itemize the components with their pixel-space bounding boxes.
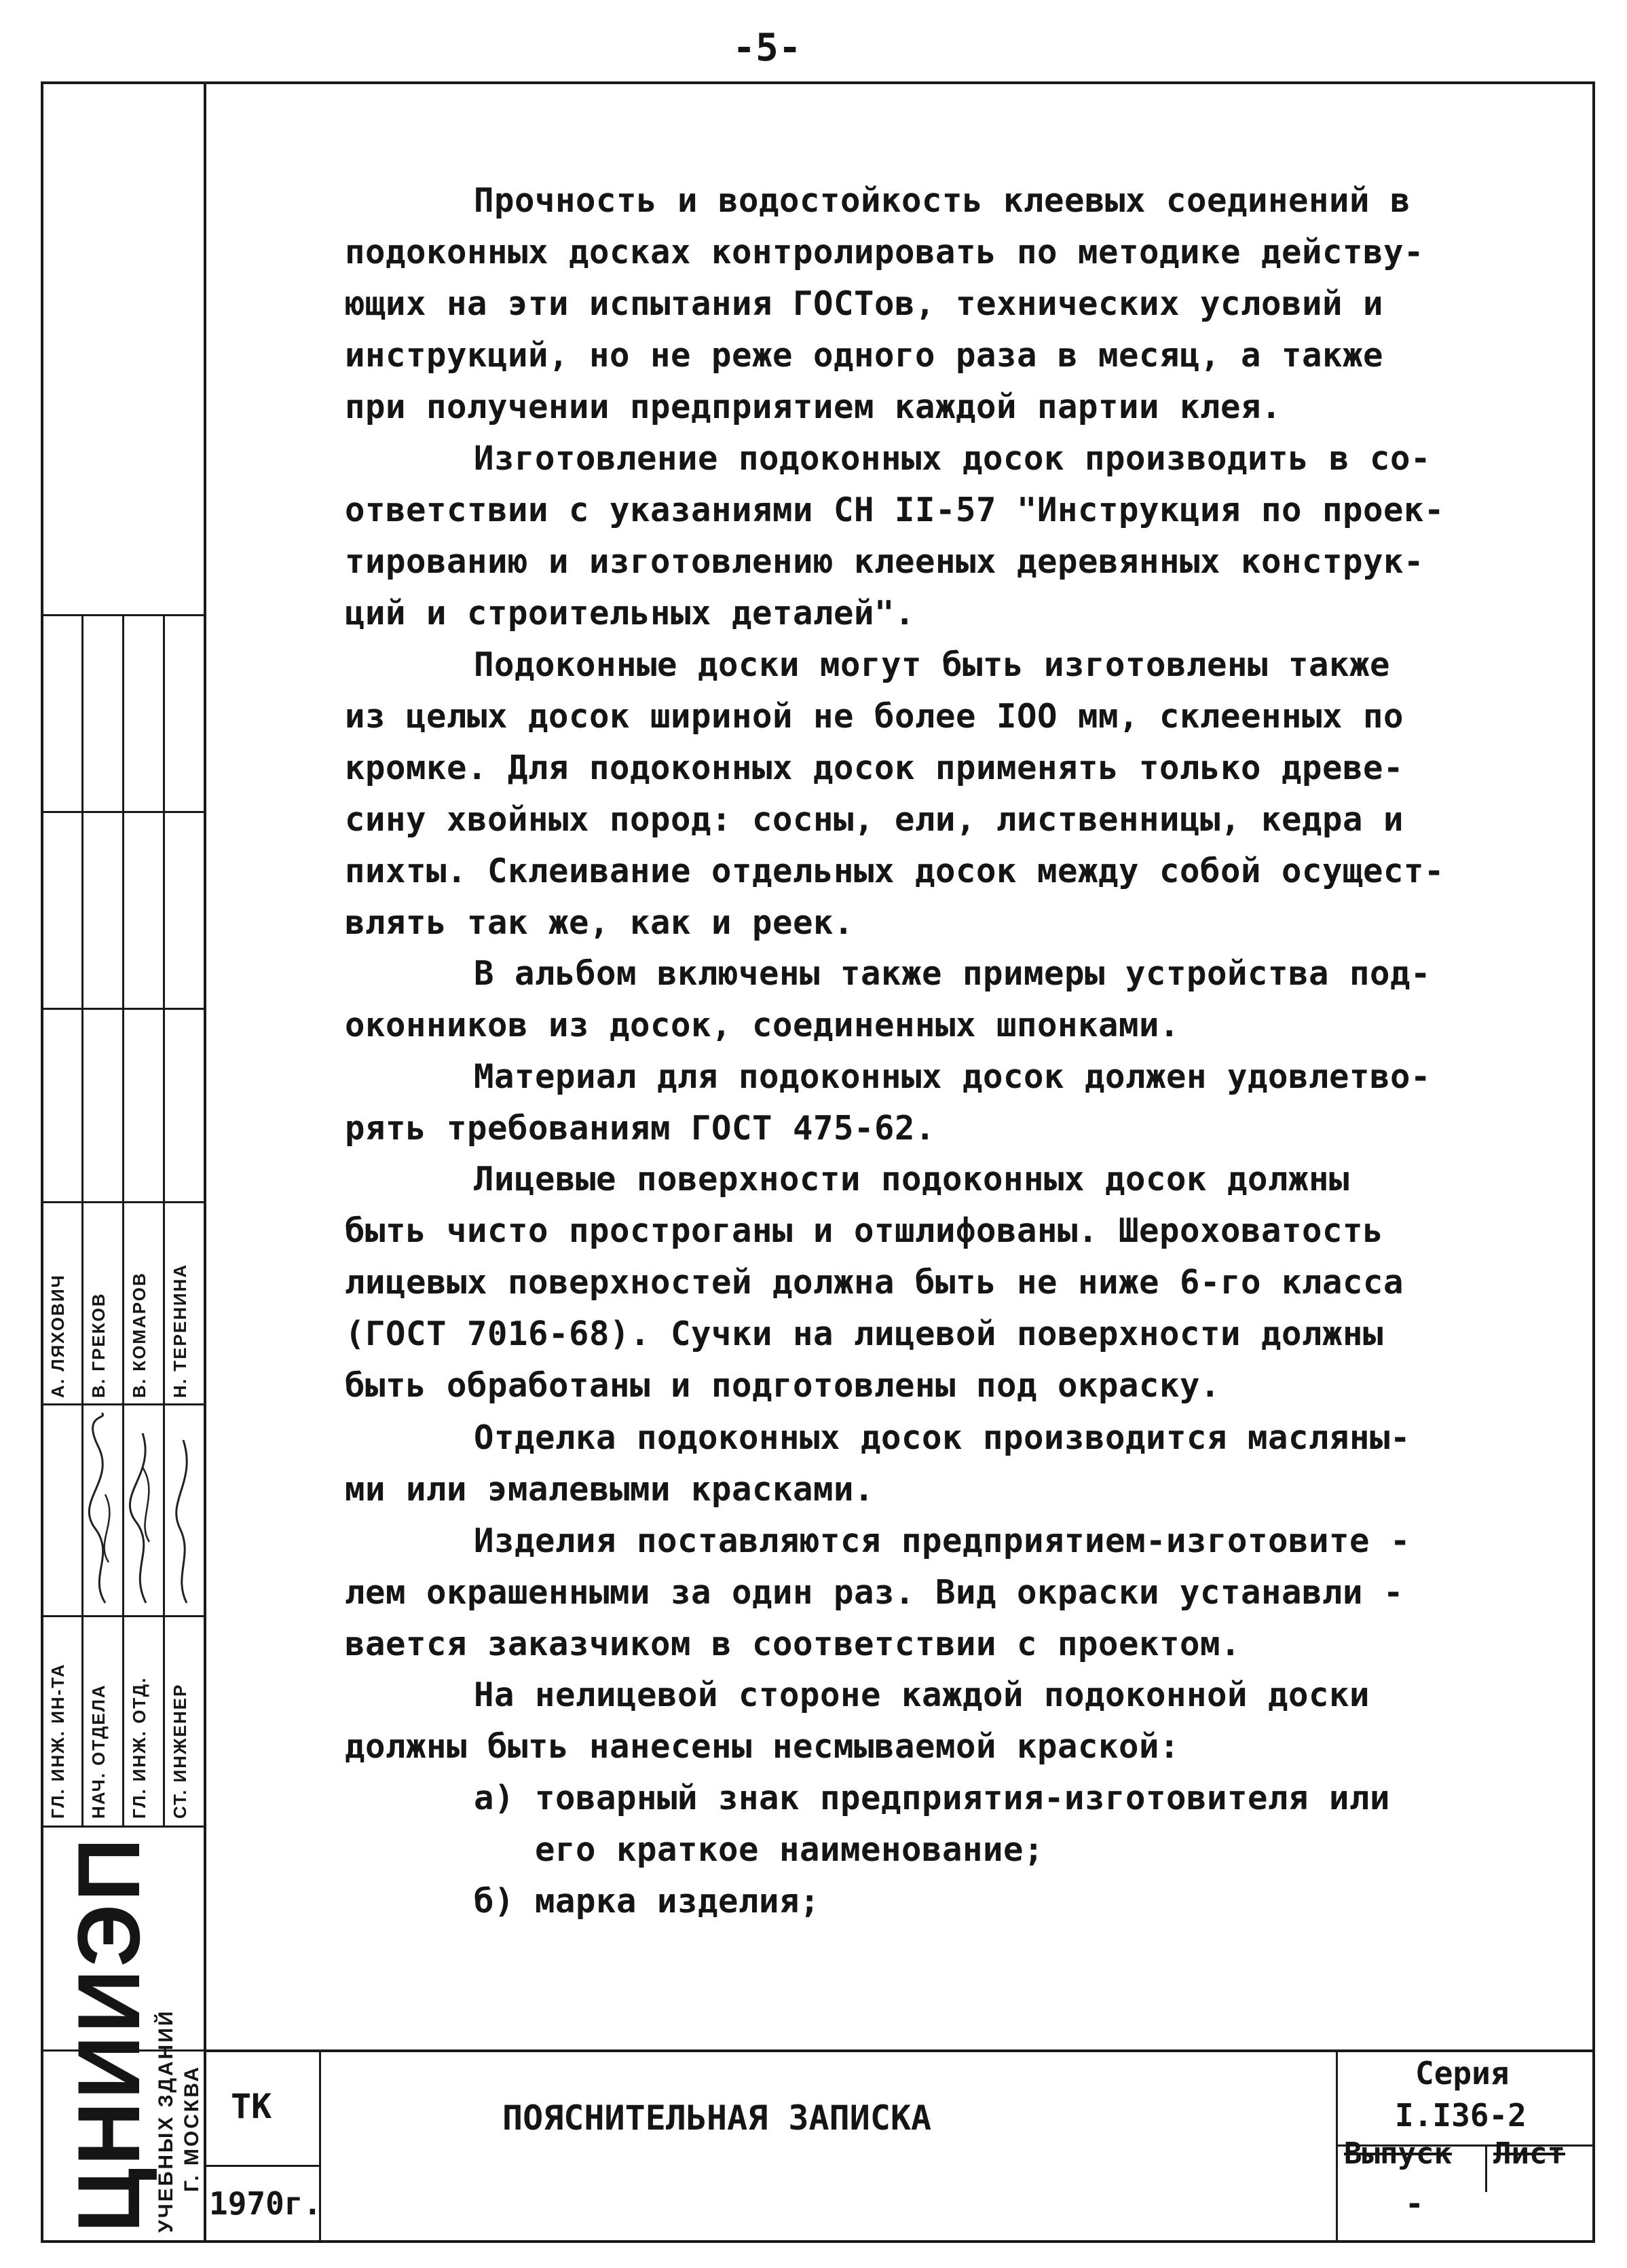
text-line: кромке. Для подоконных досок применять только древе- bbox=[345, 749, 1404, 787]
issue-label: Выпуск bbox=[1344, 2136, 1452, 2171]
issue-value: - bbox=[1405, 2185, 1424, 2222]
text-line: Подоконные доски могут быть изготовлены также bbox=[474, 645, 1391, 684]
text-line: лем окрашенными за один раз. Вид окраски устанавли - bbox=[345, 1573, 1404, 1612]
text-line: влять так же, как и реек. bbox=[345, 903, 855, 942]
paragraph bbox=[345, 433, 1499, 639]
title-block-code: ТК bbox=[231, 2087, 272, 2126]
stamp-name-1: А. ЛЯХОВИЧ bbox=[48, 1274, 68, 1398]
stamp-name-3: В. КОМАРОВ bbox=[129, 1272, 149, 1398]
stamp-name-4: Н. ТЕРЕНИНА bbox=[170, 1263, 190, 1398]
stamp-role-1: ГЛ. ИНЖ. ИН-ТА bbox=[48, 1663, 68, 1819]
text-line: при получении предприятием каждой партии клея. bbox=[345, 388, 1282, 426]
text-line: Материал для подоконных досок должен удовлетво- bbox=[474, 1057, 1432, 1096]
paragraph bbox=[345, 1515, 1499, 1670]
title-block-year: 1970г. bbox=[209, 2185, 322, 2222]
text-line: тированию и изготовлению клееных деревянных конструк- bbox=[345, 542, 1425, 581]
text-line: На нелицевой стороне каждой подоконной доски bbox=[474, 1676, 1370, 1714]
series-label: Серия bbox=[1415, 2055, 1510, 2092]
text-line: ций и строительных деталей". bbox=[345, 594, 916, 632]
document-title: ПОЯСНИТЕЛЬНАЯ ЗАПИСКА bbox=[502, 2098, 932, 2138]
signatures-image bbox=[41, 1406, 206, 1614]
page-number: -5- bbox=[732, 26, 802, 70]
paragraph bbox=[345, 1669, 1499, 1927]
text-line: рять требованиям ГОСТ 475-62. bbox=[345, 1109, 936, 1148]
text-line: сину хвойных пород: сосны, ели, лиственницы, кедра и bbox=[345, 800, 1404, 839]
stamp-role-3: ГЛ. ИНЖ. ОТД. bbox=[129, 1676, 149, 1819]
text-line: Отделка подоконных досок производится масляны- bbox=[474, 1418, 1411, 1457]
text-line: В альбом включены также примеры устройства под- bbox=[474, 954, 1432, 993]
text-line: Изготовление подоконных досок производить в со- bbox=[474, 439, 1432, 478]
stamp-role-2: НАЧ. ОТДЕЛА bbox=[88, 1684, 109, 1819]
text-line: Лицевые поверхности подоконных досок должны bbox=[474, 1160, 1350, 1198]
text-line: инструкций, но не реже одного раза в месяц, а также bbox=[345, 336, 1384, 375]
paragraph bbox=[345, 1412, 1499, 1515]
text-line: ми или эмалевыми красками. bbox=[345, 1470, 875, 1509]
series-value: I.I36-2 bbox=[1395, 2097, 1527, 2134]
text-line: б) марка изделия; bbox=[474, 1882, 821, 1921]
organization-line1: УЧЕБНЫХ ЗДАНИЙ bbox=[155, 2009, 177, 2233]
text-line: вается заказчиком в соответствии с проектом. bbox=[345, 1625, 1241, 1663]
stamp-name-2: В. ГРЕКОВ bbox=[88, 1292, 109, 1398]
organization-line2: Г. МОСКВА bbox=[181, 2064, 203, 2192]
paragraph bbox=[345, 948, 1499, 1051]
text-line: оконников из досок, соединенных шпонками. bbox=[345, 1006, 1180, 1044]
stamp-role-4: СТ. ИНЖЕНЕР bbox=[170, 1683, 190, 1819]
text-line: быть чисто простроганы и отшлифованы. Шероховатость bbox=[345, 1211, 1384, 1250]
text-line: а) товарный знак предприятия-изготовителя или bbox=[474, 1779, 1391, 1817]
paragraph bbox=[345, 1051, 1499, 1154]
text-line: должны быть нанесены несмываемой краской: bbox=[345, 1727, 1180, 1766]
text-line: ющих на эти испытания ГОСТов, технических условий и bbox=[345, 284, 1384, 323]
text-line: из целых досок шириной не более IOO мм, склеенных по bbox=[345, 697, 1404, 736]
text-line: подоконных досках контролировать по методике действу- bbox=[345, 233, 1425, 271]
paragraph bbox=[345, 1154, 1499, 1412]
sheet-label: Лист bbox=[1493, 2136, 1565, 2171]
text-line: его краткое наименование; bbox=[535, 1830, 1045, 1869]
paragraph bbox=[345, 175, 1499, 433]
text-line: лицевых поверхностей должна быть не ниже 6-го класса bbox=[345, 1263, 1404, 1302]
text-line: Изделия поставляются предприятием-изготовите - bbox=[474, 1522, 1411, 1560]
text-line: Прочность и водостойкость клеевых соединений в bbox=[474, 181, 1411, 220]
text-line: (ГОСТ 7016-68). Сучки на лицевой поверхности должны bbox=[345, 1315, 1384, 1353]
paragraph bbox=[345, 639, 1499, 949]
text-line: пихты. Склеивание отдельных досок между собой осущест- bbox=[345, 852, 1445, 890]
organization-logo: ЦНИИЭП bbox=[59, 1835, 158, 2233]
text-line: быть обработаны и подготовлены под окраску. bbox=[345, 1366, 1221, 1405]
text-line: ответствии с указаниями СН II-57 "Инструкция по проек- bbox=[345, 491, 1445, 529]
